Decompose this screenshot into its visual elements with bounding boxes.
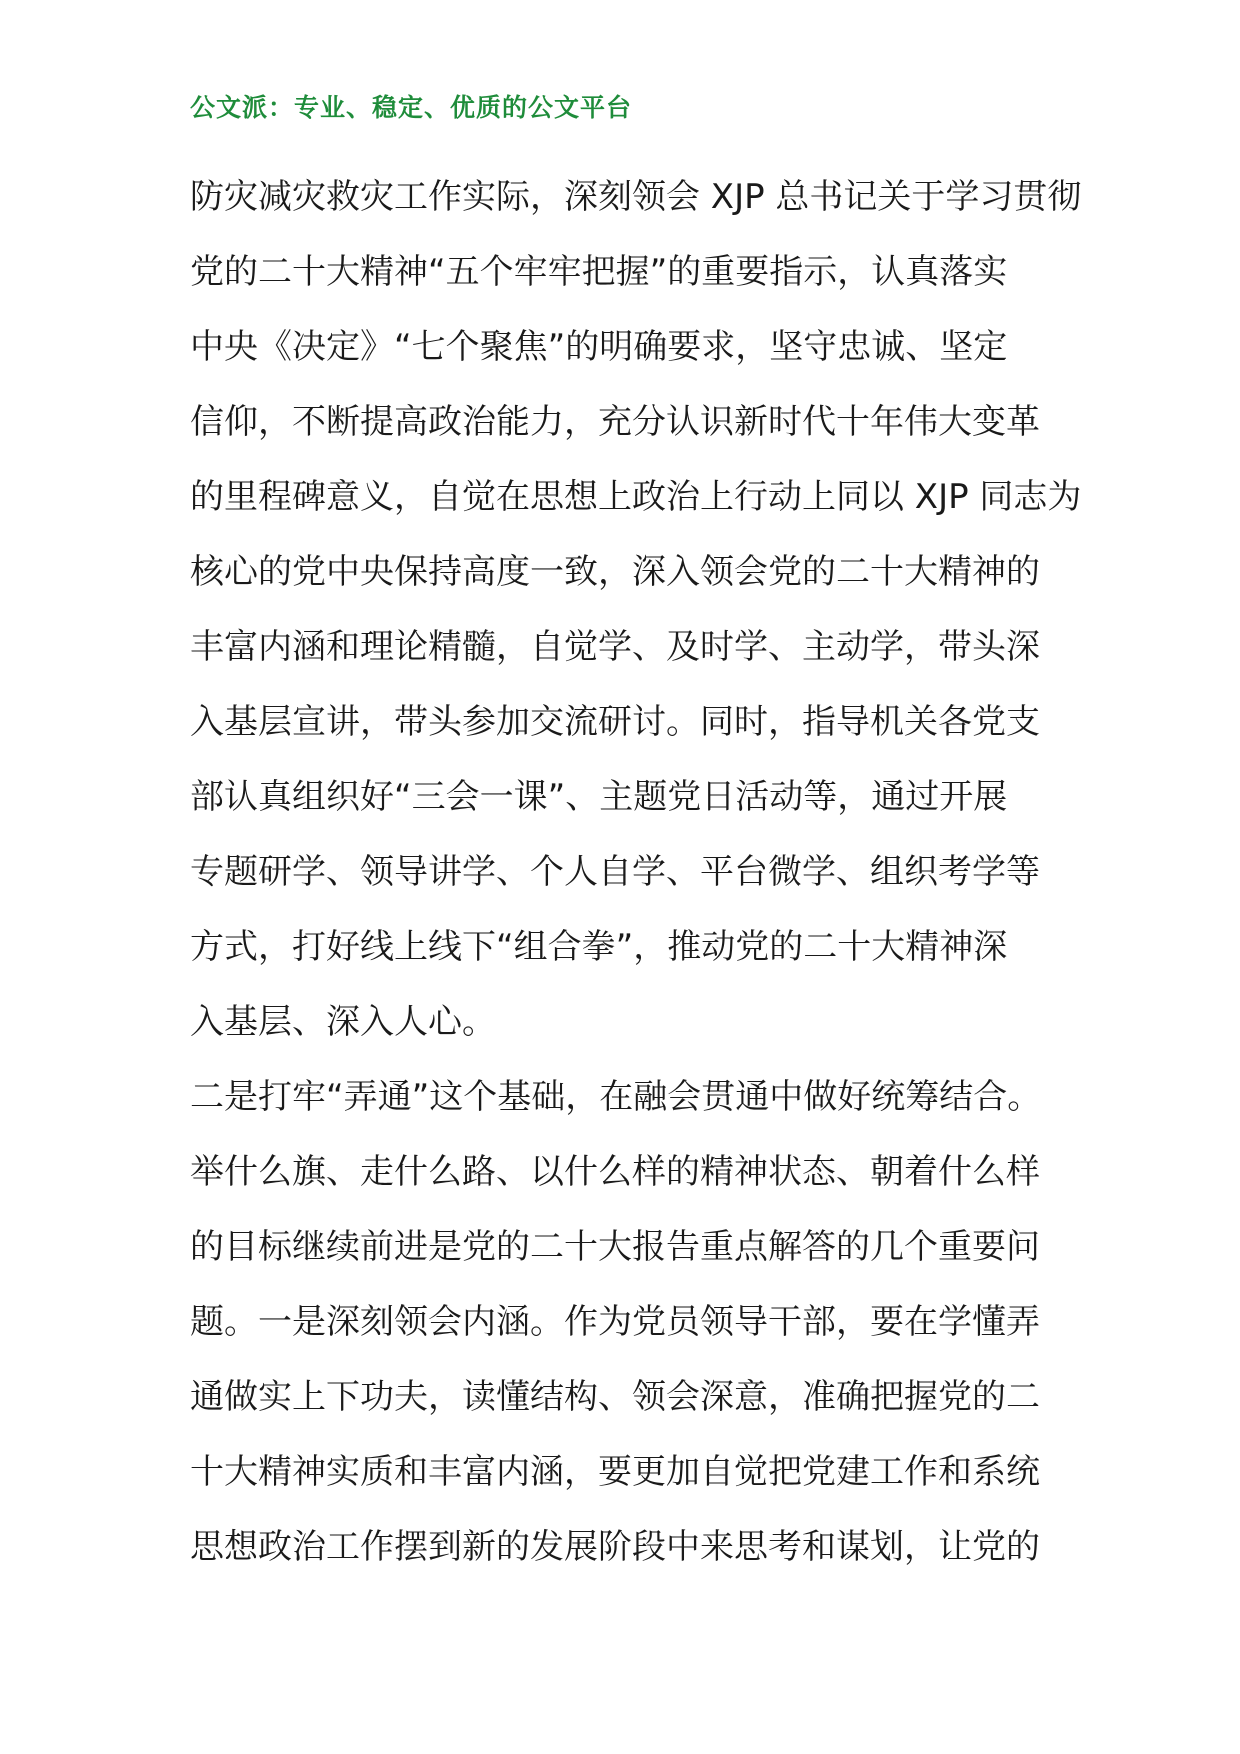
text-line: 防灾减灾救灾工作实际，深刻领会 XJP 总书记关于学习贯彻	[190, 177, 1082, 217]
text-line: 方式，打好线上线下“组合拳”，推动党的二十大精神深	[190, 927, 1008, 967]
text-line: 十大精神实质和丰富内涵，要更加自觉把党建工作和系统	[190, 1452, 1040, 1492]
text-line: 中央《决定》“七个聚焦”的明确要求，坚守忠诚、坚定	[190, 327, 1008, 367]
paragraph	[190, 1060, 1070, 1585]
text-line: 举什么旗、走什么路、以什么样的精神状态、朝着什么样	[190, 1152, 1040, 1192]
text-line: 通做实上下功夫，读懂结构、领会深意，准确把握党的二	[190, 1377, 1040, 1417]
text-line: 党的二十大精神“五个牢牢把握”的重要指示，认真落实	[190, 252, 1008, 292]
text-line: 的目标继续前进是党的二十大报告重点解答的几个重要问	[190, 1227, 1040, 1267]
text-line: 思想政治工作摆到新的发展阶段中来思考和谋划，让党的	[190, 1527, 1040, 1567]
text-line: 入基层、深入人心。	[190, 1002, 496, 1042]
text-line: 的里程碑意义，自觉在思想上政治上行动上同以 XJP 同志为	[190, 477, 1082, 517]
text-line: 专题研学、领导讲学、个人自学、平台微学、组织考学等	[190, 852, 1040, 892]
paragraph-container	[190, 160, 1082, 1585]
text-line: 信仰，不断提高政治能力，充分认识新时代十年伟大变革	[190, 402, 1040, 442]
document-body	[190, 160, 1082, 1585]
text-line: 丰富内涵和理论精髓，自觉学、及时学、主动学，带头深	[190, 627, 1040, 667]
text-line: 部认真组织好“三会一课”、主题党日活动等，通过开展	[190, 777, 1008, 817]
paragraph	[190, 160, 1082, 1060]
header-title: 公文派：专业、稳定、优质的公文平台	[190, 93, 633, 122]
text-line: 二是打牢“弄通”这个基础，在融会贯通中做好统筹结合。	[190, 1077, 1042, 1117]
text-line: 入基层宣讲，带头参加交流研讨。同时，指导机关各党支	[190, 702, 1040, 742]
text-line: 题。一是深刻领会内涵。作为党员领导干部，要在学懂弄	[190, 1302, 1040, 1342]
text-line: 核心的党中央保持高度一致，深入领会党的二十大精神的	[190, 552, 1040, 592]
